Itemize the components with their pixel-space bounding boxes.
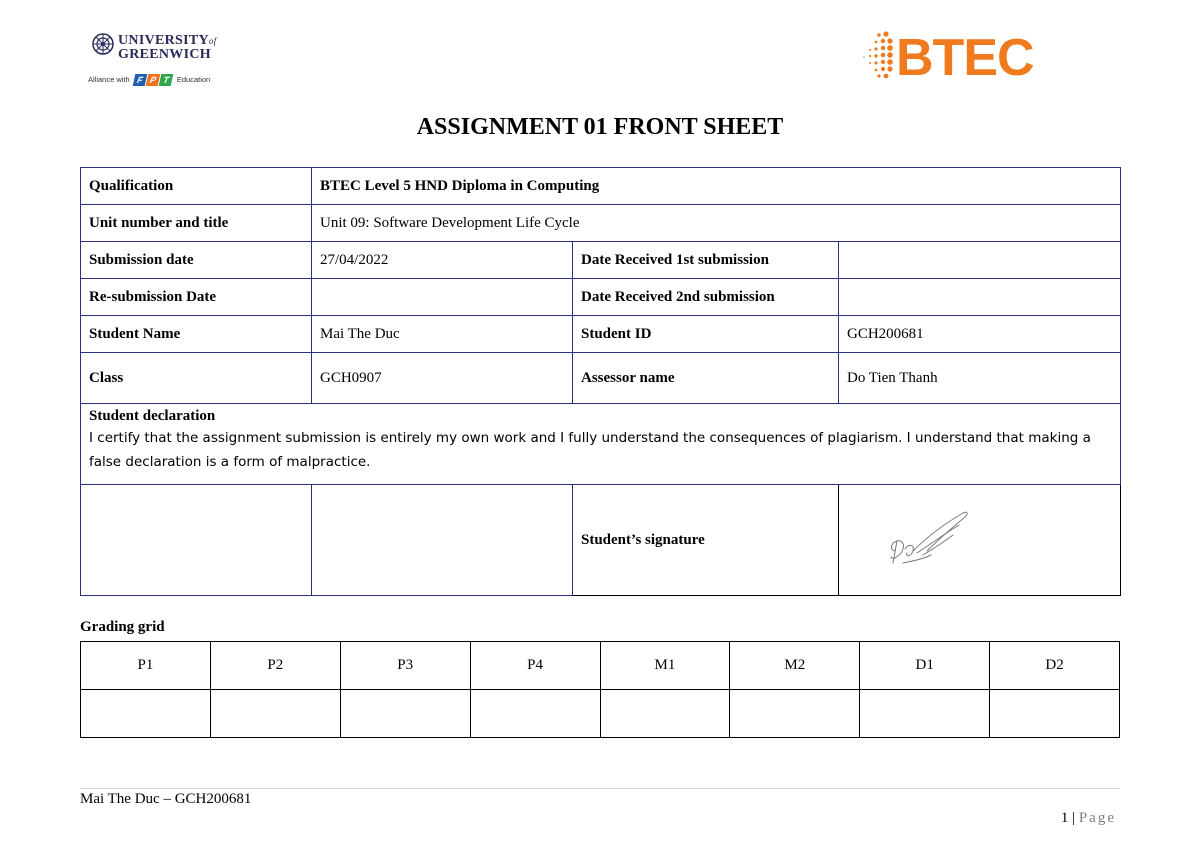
greenwich-emblem-icon	[92, 33, 114, 55]
grade-value-m1	[600, 690, 730, 738]
empty-cell	[312, 485, 573, 596]
page-number: 1	[1060, 810, 1069, 826]
submission-date-label: Submission date	[81, 242, 312, 279]
class-label: Class	[81, 353, 312, 404]
page-word: Page	[1078, 810, 1116, 826]
fpt-alliance-line: Alliance with F P T Education	[88, 74, 211, 85]
front-sheet-table	[80, 167, 1121, 596]
assessor-value: Do Tien Thanh	[839, 353, 1121, 404]
date-received-1-value	[839, 242, 1121, 279]
grade-value-p1	[81, 690, 211, 738]
student-name-value: Mai The Duc	[312, 316, 573, 353]
btec-dots-icon	[860, 30, 894, 82]
signature-cell	[839, 485, 1121, 596]
table-row	[81, 279, 1121, 316]
student-id-label: Student ID	[573, 316, 839, 353]
grade-header-m2: M2	[730, 642, 860, 690]
table-row	[81, 485, 1121, 596]
assessor-label: Assessor name	[573, 353, 839, 404]
fpt-logo: F P T	[134, 74, 173, 86]
table-row	[81, 316, 1121, 353]
table-row	[81, 242, 1121, 279]
grade-header-p2: P2	[210, 642, 340, 690]
page-title: ASSIGNMENT 01 FRONT SHEET	[416, 114, 784, 140]
signature-label: Student’s signature	[573, 485, 839, 596]
grade-header-p1: P1	[81, 642, 211, 690]
resubmission-date-value	[312, 279, 573, 316]
table-row	[81, 205, 1121, 242]
grading-grid-table	[80, 641, 1120, 738]
empty-cell	[81, 485, 312, 596]
university-of-greenwich-logo	[88, 30, 218, 92]
grade-value-d2	[990, 690, 1120, 738]
grade-value-p3	[340, 690, 470, 738]
resubmission-date-label: Re-submission Date	[81, 279, 312, 316]
class-value: GCH0907	[312, 353, 573, 404]
grade-header-p4: P4	[470, 642, 600, 690]
table-row	[81, 353, 1121, 404]
grade-header-m1: M1	[600, 642, 730, 690]
greenwich-wordmark: UNIVERSITYof GREENWICH	[118, 33, 217, 62]
date-received-2-label: Date Received 2nd submission	[573, 279, 839, 316]
grade-value-p2	[210, 690, 340, 738]
student-declaration-cell	[81, 404, 1121, 485]
page-separator: |	[1068, 810, 1079, 826]
grading-grid-title: Grading grid	[80, 619, 165, 635]
btec-logo	[860, 30, 1035, 90]
student-name-label: Student Name	[81, 316, 312, 353]
date-received-1-label: Date Received 1st submission	[573, 242, 839, 279]
submission-date-value: 27/04/2022	[312, 242, 573, 279]
student-id-value: GCH200681	[839, 316, 1121, 353]
date-received-2-value	[839, 279, 1121, 316]
declaration-text: I certify that the assignment submission is entirely my own work and I fully understand the consequences of plagiarism. I understand that making a false declaration is a form of malpractice.	[89, 430, 1091, 470]
grade-value-p4	[470, 690, 600, 738]
grading-grid-header-row	[81, 642, 1120, 690]
grade-value-m2	[730, 690, 860, 738]
qualification-value: BTEC Level 5 HND Diploma in Computing	[312, 168, 1121, 205]
btec-wordmark: BTEC	[896, 29, 1034, 87]
unit-value: Unit 09: Software Development Life Cycle	[312, 205, 1121, 242]
handwritten-signature	[883, 505, 983, 575]
footer-author: Mai The Duc – GCH200681	[80, 791, 252, 807]
footer-divider	[80, 788, 1120, 789]
grade-header-d1: D1	[860, 642, 990, 690]
grading-grid-value-row	[81, 690, 1120, 738]
unit-label: Unit number and title	[81, 205, 312, 242]
grade-header-p3: P3	[340, 642, 470, 690]
footer-page-number	[1061, 810, 1116, 827]
grade-value-d1	[860, 690, 990, 738]
declaration-title: Student declaration	[89, 408, 216, 424]
qualification-label: Qualification	[81, 168, 312, 205]
table-row	[81, 404, 1121, 485]
grade-header-d2: D2	[990, 642, 1120, 690]
table-row	[81, 168, 1121, 205]
